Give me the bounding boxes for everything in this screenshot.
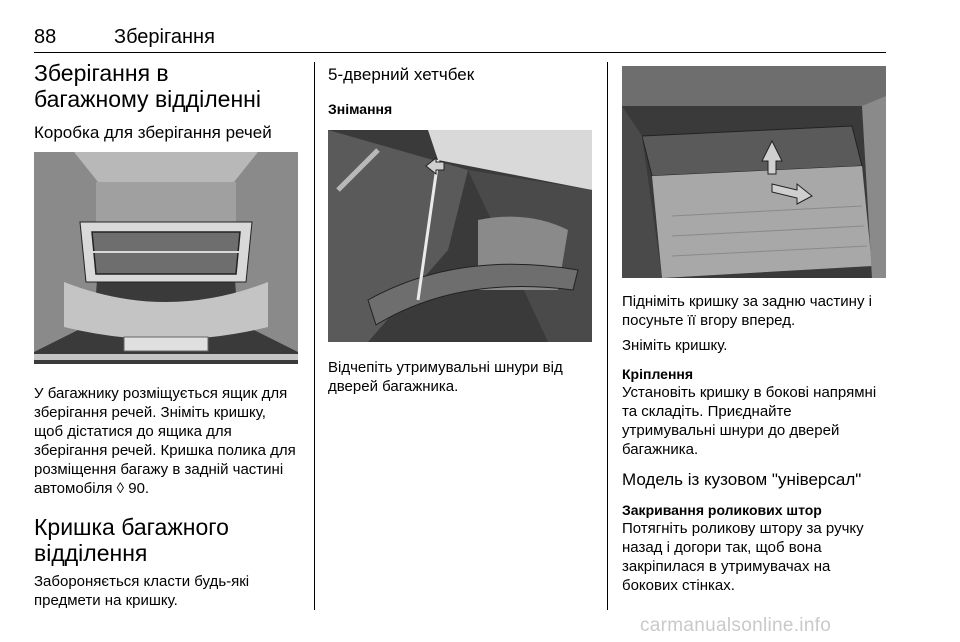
detach-cords-text: Відчепіть утримувальні шнури від дверей багажника. <box>328 359 563 395</box>
column-divider-1 <box>314 62 315 610</box>
heading-removal: Знімання <box>328 101 393 117</box>
column-2 <box>328 60 593 396</box>
load-cover-warning-text: Забороняється класти будь-які предмети на кришку. <box>34 573 250 609</box>
page-header <box>34 26 886 50</box>
heading-install: Кріплення <box>622 366 694 382</box>
remove-cover-text: Зніміть кришку. <box>622 337 728 354</box>
section-title: Зберігання в багажному відділенні <box>34 60 261 112</box>
watermark: carmanualsonline.info <box>640 615 832 636</box>
column-3 <box>622 60 887 595</box>
storage-box-paragraph <box>34 384 299 498</box>
trunk-storage-box-illustration <box>34 152 298 364</box>
section-title-wagon: Модель із кузовом "універсал" <box>622 470 862 489</box>
install-cover-text: Установіть кришку в бокові напрямні та складіть. Приєднайте утримувальні шнури до дверей багажника. <box>622 384 877 458</box>
section-title-2: Кришка багажного відділення <box>34 514 229 566</box>
subsection-title: Коробка для зберігання речей <box>34 123 272 142</box>
header-rule <box>34 52 886 53</box>
page-reference-link[interactable]: 90. <box>128 480 150 497</box>
load-cover-lift-remove-illustration <box>622 66 886 278</box>
load-cover-detach-cords-illustration <box>328 130 592 342</box>
running-title: Зберігання <box>114 26 215 48</box>
roller-blind-text: Потягніть роликову штору за ручку назад і догори так, щоб вона закріпилася в утримувачах на бокових стінках. <box>622 520 864 594</box>
column-1 <box>34 60 299 610</box>
lift-cover-text: Підніміть кришку за задню частину і посуньте її вгору вперед. <box>622 293 872 329</box>
column-divider-2 <box>607 62 608 610</box>
subsection-title-hatchback: 5-дверний хетчбек <box>328 65 475 84</box>
page-reference-icon: ◊ <box>116 480 125 497</box>
page-number: 88 <box>34 26 57 48</box>
storage-box-text: У багажнику розміщується ящик для зберігання речей. Зніміть кришку, щоб дістатися до ящика для зберігання речей. Кришка полика для розміщення багажу в задній частині автомобіля <box>34 385 296 497</box>
heading-roller-blind: Закривання роликових штор <box>622 502 822 518</box>
